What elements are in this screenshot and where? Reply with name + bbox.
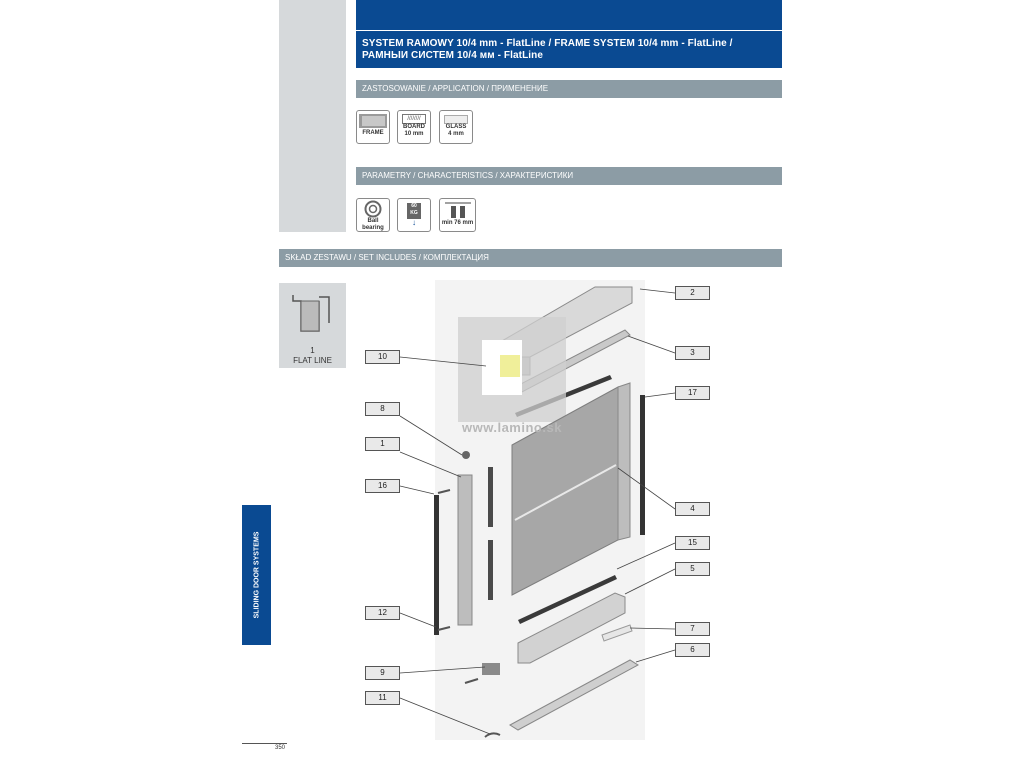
ref-2: 2 xyxy=(675,286,710,300)
ref-1: 1 xyxy=(365,437,400,451)
section-set-includes: SKŁAD ZESTAWU / SET INCLUDES / КОМПЛЕКТАЦИЯ xyxy=(279,249,782,267)
board-thickness: 10 mm xyxy=(404,131,424,137)
ref-4: 4 xyxy=(675,502,710,516)
ref-10: 10 xyxy=(365,350,400,364)
ref-6: 6 xyxy=(675,643,710,657)
ref-7: 7 xyxy=(675,622,710,636)
board-label: BOARD xyxy=(403,124,425,130)
section-characteristics: PARAMETRY / CHARACTERISTICS / ХАРАКТЕРИСТИКИ xyxy=(356,167,782,185)
bearing-label: bearing xyxy=(362,225,384,231)
title-line-1: SYSTEM RAMOWY 10/4 mm - FlatLine / FRAME SYSTEM 10/4 mm - FlatLine / xyxy=(362,38,733,49)
frame-label: FRAME xyxy=(362,130,384,136)
ref-5: 5 xyxy=(675,562,710,576)
ref-16: 16 xyxy=(365,479,400,493)
thumbnail-number: 1 xyxy=(310,346,315,355)
page-number: 350 xyxy=(275,745,286,751)
section-application: ZASTOSOWANIE / APPLICATION / ПРИМЕНЕНИЕ xyxy=(356,80,782,98)
footer-rule xyxy=(242,743,287,744)
side-tab-label: SLIDING DOOR SYSTEMS xyxy=(253,531,260,619)
watermark-text: www.lamino.sk xyxy=(462,420,562,435)
glass-thickness: 4 mm xyxy=(448,131,464,137)
min-width-label: min 76 mm xyxy=(441,220,474,226)
ref-17: 17 xyxy=(675,386,710,400)
down-arrow-icon: ↓ xyxy=(412,218,416,227)
weight-value: 60 xyxy=(411,203,417,209)
ref-12: 12 xyxy=(365,606,400,620)
weight-unit: KG xyxy=(410,210,418,216)
thumbnail-label: FLAT LINE xyxy=(293,356,332,365)
glass-label: GLASS xyxy=(445,124,467,130)
ref-9: 9 xyxy=(365,666,400,680)
ball-label: Ball xyxy=(367,218,379,224)
ref-8: 8 xyxy=(365,402,400,416)
board-pattern: //////// xyxy=(402,114,426,124)
title-line-2: РАМНЫИ СИСТЕМ 10/4 мм - FlatLine xyxy=(362,50,544,61)
ref-11: 11 xyxy=(365,691,400,705)
ref-3: 3 xyxy=(675,346,710,360)
ref-15: 15 xyxy=(675,536,710,550)
